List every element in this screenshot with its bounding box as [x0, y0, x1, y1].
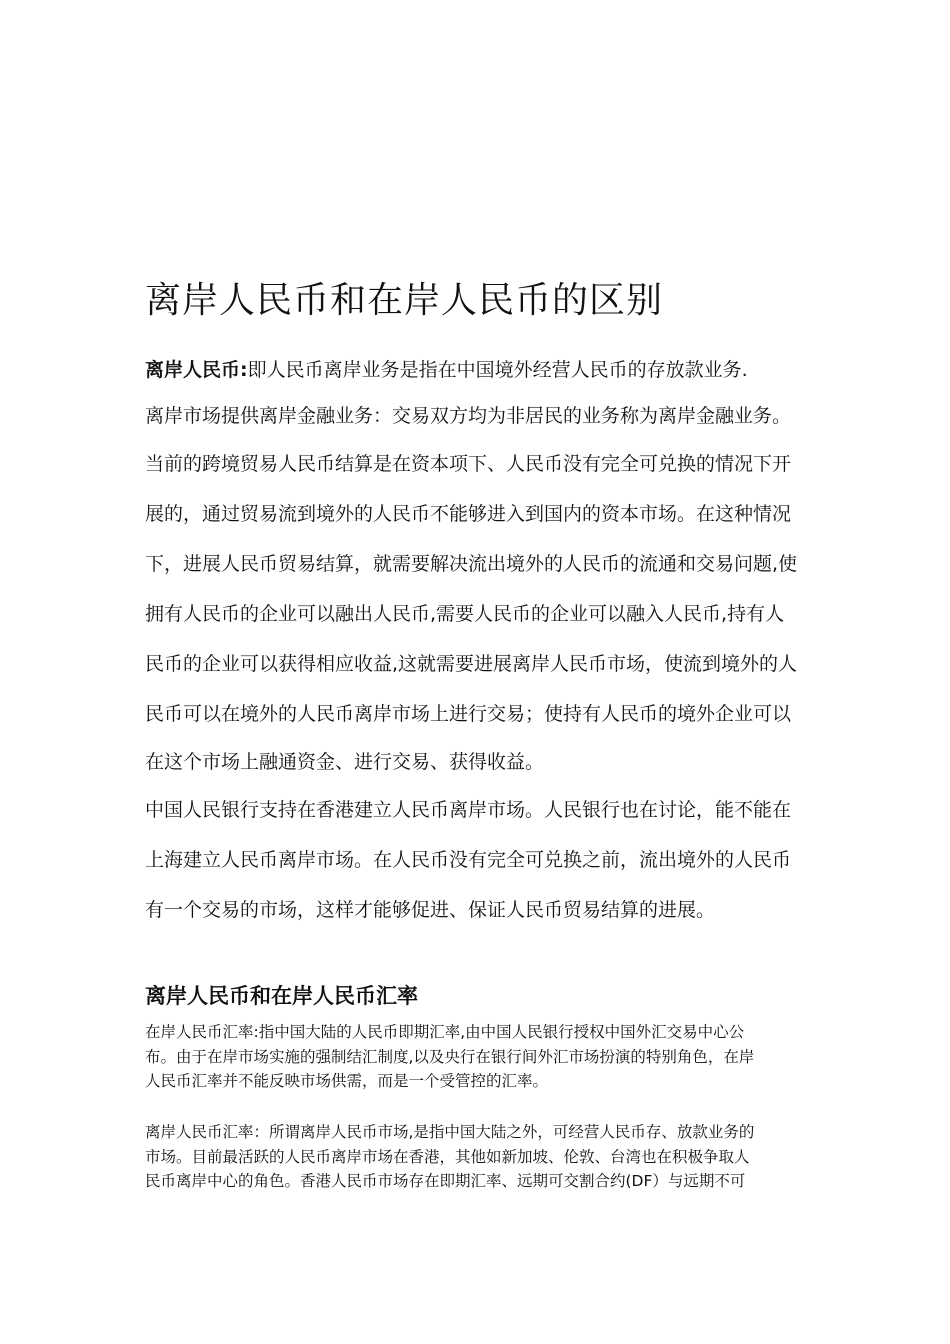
intro-line: [145, 347, 815, 393]
paragraph-line: 展的，通过贸易流到境外的人民币不能够进入到国内的资本市场。在这种情况: [145, 503, 792, 525]
offshore-line: 市场。目前最活跃的人民币离岸市场在香港，其他如新加坡、伦敦、台湾也在积极争取人: [145, 1147, 750, 1166]
paragraph-line: 民币可以在境外的人民币离岸市场上进行交易；使持有人民币的境外企业可以: [145, 703, 792, 725]
document-title: 离岸人民币和在岸人民币的区别: [145, 280, 664, 321]
paragraph-line: 在这个市场上融通资金、进行交易、获得收益。: [145, 751, 545, 773]
offshore-line: 离岸人民币汇率：所谓离岸人民币市场,是指中国大陆之外，可经营人民币存、放款业务的: [145, 1123, 755, 1141]
section-title: 离岸人民币和在岸人民币汇率: [145, 984, 418, 1008]
paragraph-line: 拥有人民币的企业可以融出人民币,需要人民币的企业可以融入人民币,持有人: [145, 603, 785, 625]
paragraph-line: 有一个交易的市场，这样才能够促进、保证人民币贸易结算的进展。: [145, 899, 716, 921]
onshore-line: 布。由于在岸市场实施的强制结汇制度,以及央行在银行间外汇市场扮演的特别角色，在岸: [145, 1047, 755, 1066]
offshore-line: 民币离岸中心的角色。香港人民币市场存在即期汇率、远期可交割合约(DF）与远期不可: [145, 1172, 746, 1190]
paragraph-line: 当前的跨境贸易人民币结算是在资本项下、人民币没有完全可兑换的情况下开: [145, 453, 792, 475]
paragraph-line: 下，进展人民币贸易结算，就需要解决流出境外的人民币的流通和交易问题,使: [145, 553, 798, 575]
paragraph-line: 上海建立人民币离岸市场。在人民币没有完全可兑换之前，流出境外的人民币: [145, 849, 792, 871]
intro-lead: 离岸人民币:: [145, 359, 248, 381]
paragraph-line: 离岸市场提供离岸金融业务：交易双方均为非居民的业务称为离岸金融业务。: [145, 405, 792, 427]
intro-text: 即人民币离岸业务是指在中国境外经营人民币的存放款业务.: [247, 359, 748, 381]
main-paragraph: [145, 347, 815, 935]
onshore-line: 在岸人民币汇率:指中国大陆的人民币即期汇率,由中国人民银行授权中国外汇交易中心公: [145, 1023, 745, 1041]
onshore-rate-paragraph: [145, 1020, 815, 1094]
paragraph-line: 民币的企业可以获得相应收益,这就需要进展离岸人民币市场，使流到境外的人: [145, 653, 798, 675]
onshore-line: 人民币汇率并不能反映市场供需，而是一个受管控的汇率。: [145, 1072, 549, 1090]
offshore-rate-paragraph: [145, 1120, 815, 1194]
paragraph-line: 中国人民银行支持在香港建立人民币离岸市场。人民银行也在讨论，能不能在: [145, 799, 792, 821]
